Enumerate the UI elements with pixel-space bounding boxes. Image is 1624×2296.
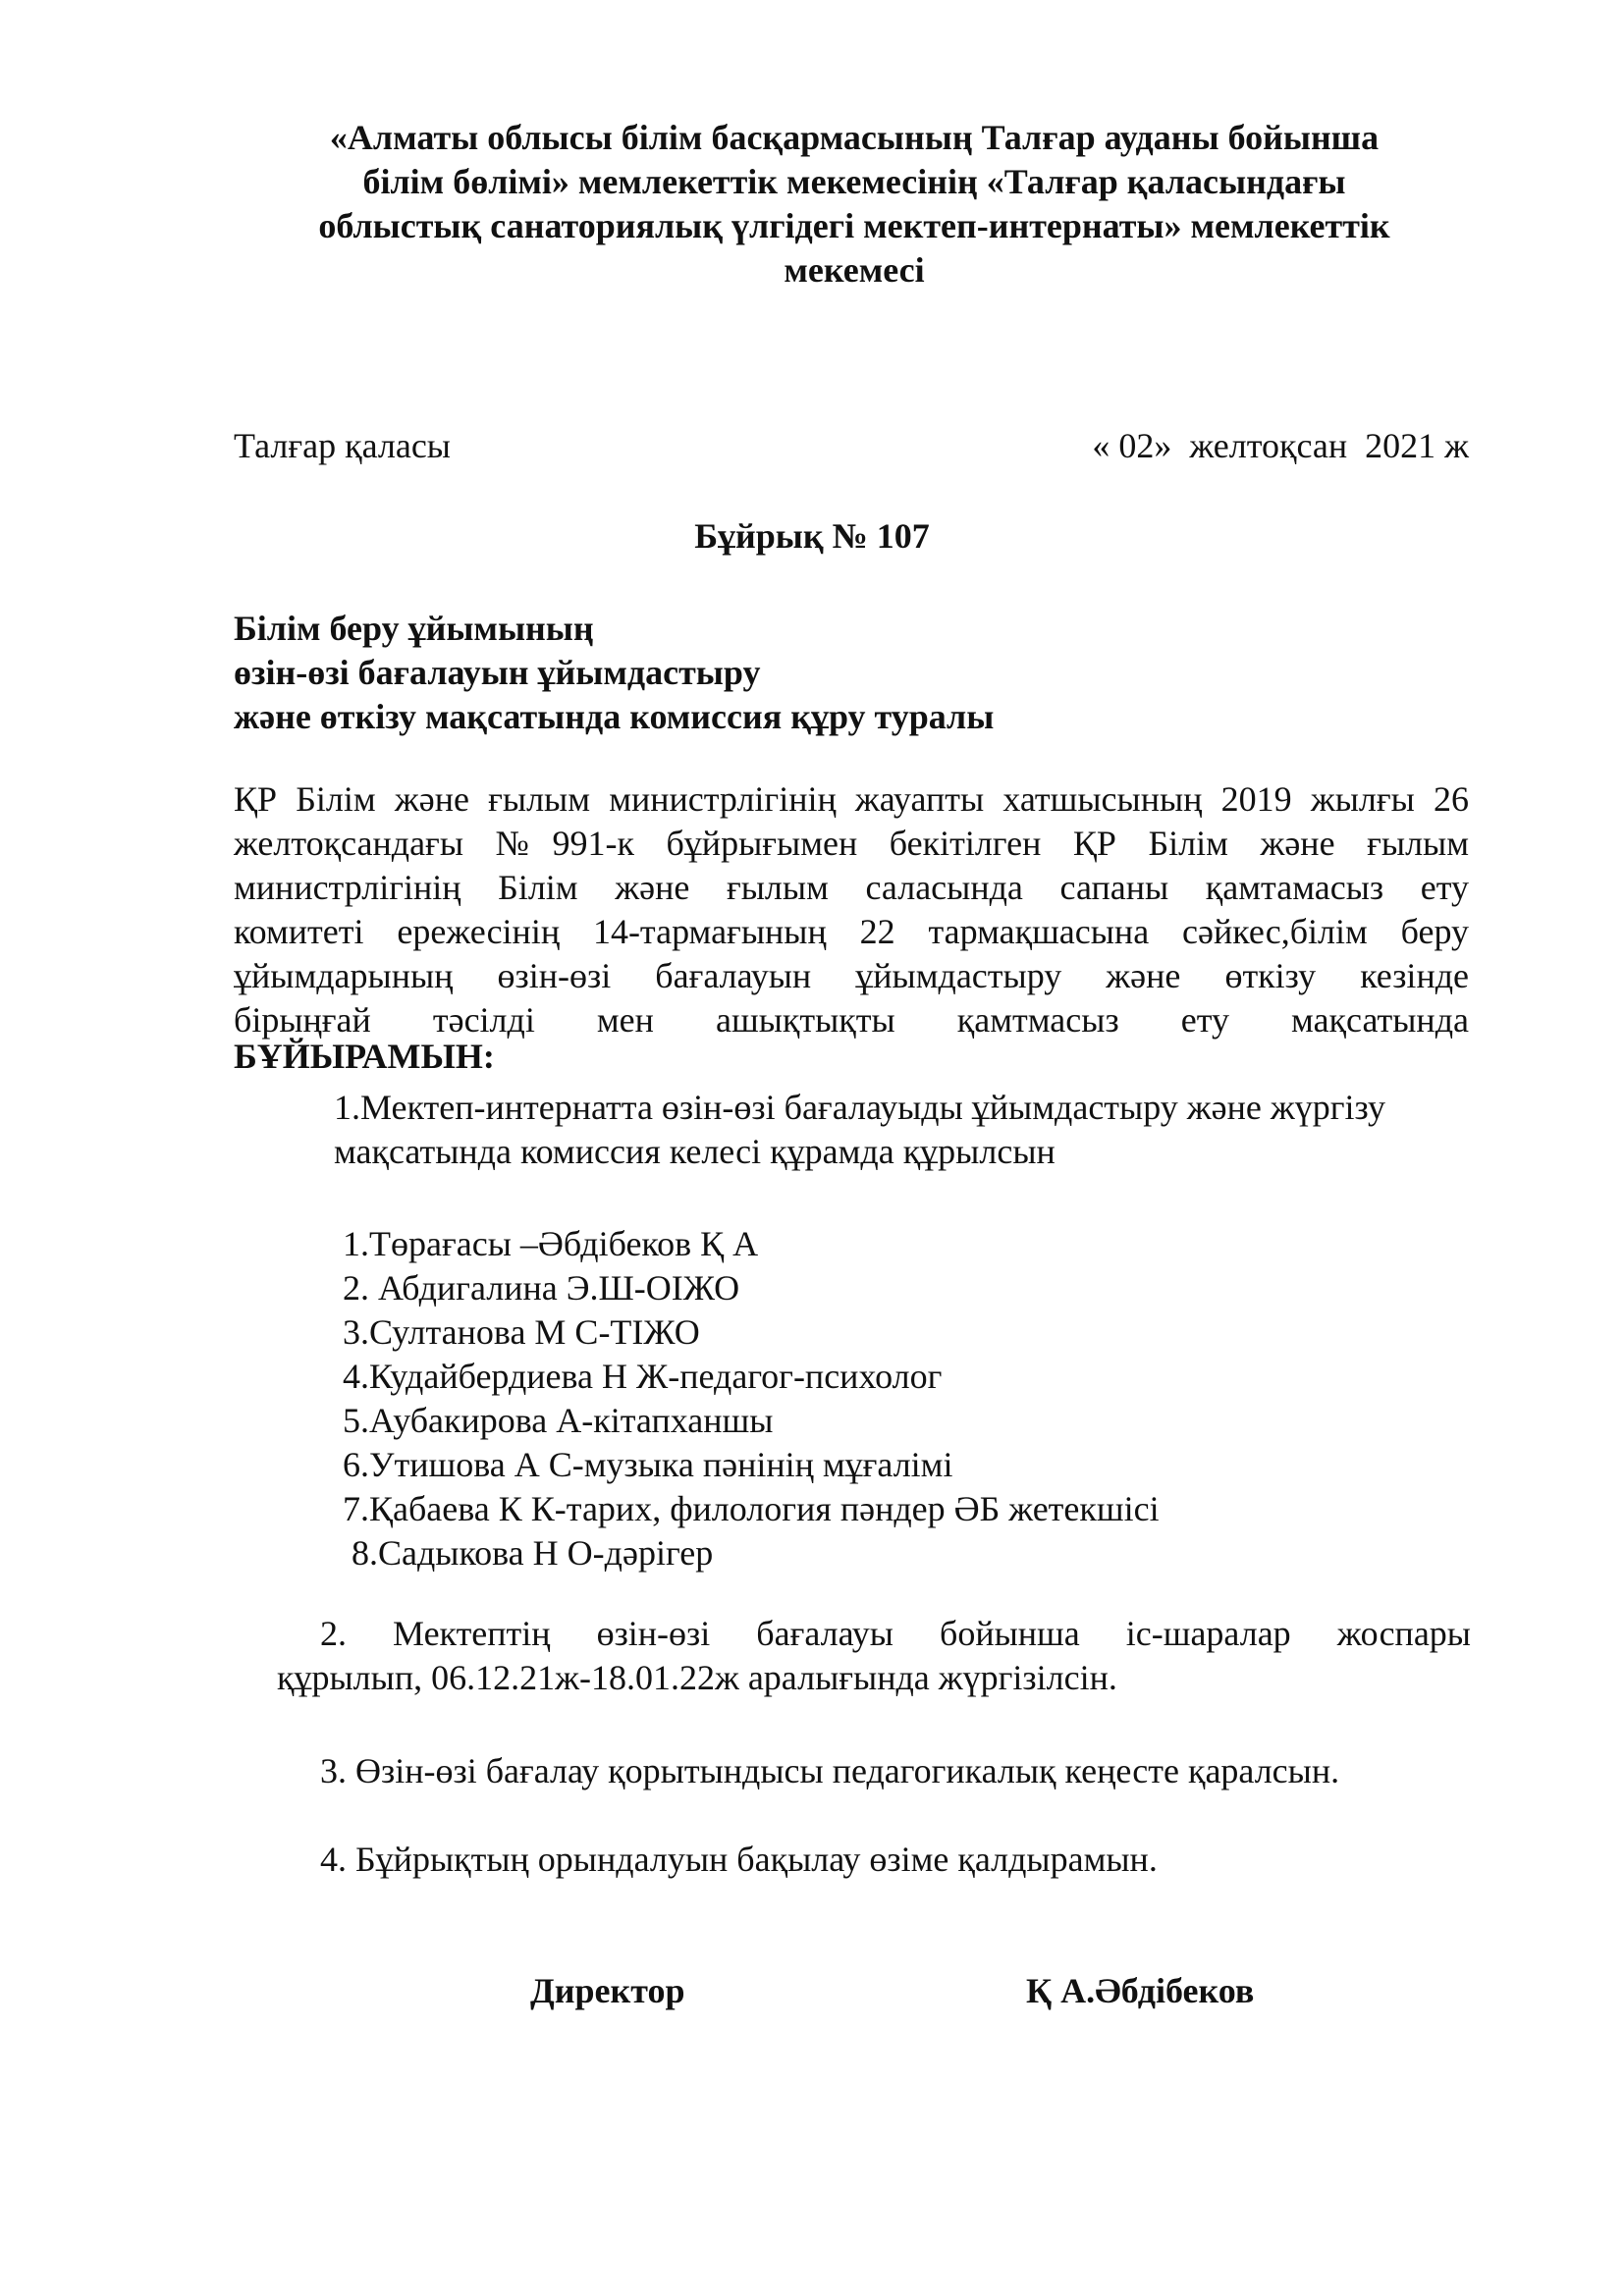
preamble-paragraph (234, 777, 1469, 1076)
city-label: Талғар қаласы (234, 426, 451, 465)
item2-line: 2. Мектептің өзін-өзі бағалауы бойынша іс-шаралар жоспары (320, 1614, 1471, 1653)
member-item: 6.Утишова А С-музыка пәнінің мұғалімі (334, 1445, 953, 1484)
preamble-line-text: бірыңғай тәсілді мен ашықтықты қамтмасыз ету мақсатында (234, 1000, 1469, 1040)
preamble-line-text: желтоқсандағы №991-к бұйрығымен бекітілген ҚР Білім және ғылым (234, 824, 1469, 863)
subject-line: және өткізу мақсатында комиссия құру туралы (234, 697, 995, 736)
member-item: 4.Кудайбердиева Н Ж-педагог-психолог (334, 1357, 943, 1396)
order-item-3: 3. Өзін-өзі бағалау қорытындысы педагогикалық кеңесте қаралсын. (320, 1751, 1340, 1790)
signatory-name: Қ А.Әбдібеков (1026, 1971, 1255, 2010)
preamble-line-text: ҚР Білім және ғылым министрлігінің жауапты хатшысының 2019 жылғы 26 (234, 779, 1469, 819)
preamble-line (234, 954, 1469, 998)
item2-line: құрылып, 06.12.21ж-18.01.22ж аралығында жүргізілсін. (277, 1658, 1117, 1697)
item1-line: мақсатында комиссия келесі құрамда құрылсын (334, 1132, 1056, 1171)
preamble-line-text: ұйымдарының өзін-өзі бағалауын ұйымдастыру және өткізу кезінде (234, 956, 1469, 995)
subject-line: өзін-өзі бағалауын ұйымдастыру (234, 653, 761, 692)
preamble-line (234, 777, 1469, 822)
subject-line: Білім беру ұйымының (234, 609, 594, 648)
order-item-2 (277, 1612, 1471, 1700)
institution-line: «Алматы облысы білім басқармасының Талғар ауданы бойынша (329, 118, 1380, 157)
decree-word: БҰЙЫРАМЫН: (234, 1037, 495, 1076)
institution-line: мекемесі (784, 250, 925, 290)
preamble-line (234, 910, 1469, 954)
item1-line: 1.Мектеп-интернатта өзін-өзі бағалауыды ұйымдастыру және жүргізу (334, 1088, 1385, 1127)
member-item: 5.Аубакирова А-кітапханшы (334, 1401, 774, 1440)
order-number-title: Бұйрық № 107 (694, 516, 930, 556)
order-subject (234, 607, 994, 739)
preamble-line (234, 822, 1469, 866)
order-date: « 02» желтоқсан 2021 ж (1092, 426, 1469, 465)
commission-members-list (334, 1222, 1160, 1575)
member-item: 2. Абдигалина Э.Ш-ОІЖО (334, 1268, 740, 1308)
preamble-line-text: комитеті ережесінің 14-тармағының 22 тармақшасына сәйкес,білім беру (234, 912, 1469, 951)
order-item-1 (334, 1086, 1473, 1174)
preamble-line (234, 866, 1469, 910)
order-item-4: 4. Бұйрықтың орындалуын бақылау өзіме қалдырамын. (320, 1840, 1158, 1879)
member-item: 1.Төрағасы –Әбдібеков Қ А (334, 1224, 759, 1263)
institution-header (236, 116, 1473, 293)
preamble-line-text: министрлігінің Білім және ғылым саласында сапаны қамтамасыз ету (234, 868, 1469, 907)
member-item: 7.Қабаева К К-тарих, филология пәндер ӘБ жетекшісі (334, 1489, 1160, 1528)
institution-line: білім бөлімі» мемлекеттік мекемесінің «Талғар қаласындағы (362, 162, 1346, 201)
member-item: 8.Садыкова Н О-дәрігер (334, 1533, 714, 1573)
signatory-title: Директор (530, 1971, 685, 2010)
member-item: 3.Султанова М С-ТІЖО (334, 1312, 700, 1352)
institution-line: облыстық санаториялық үлгідегі мектеп-интернаты» мемлекеттік (318, 206, 1390, 245)
